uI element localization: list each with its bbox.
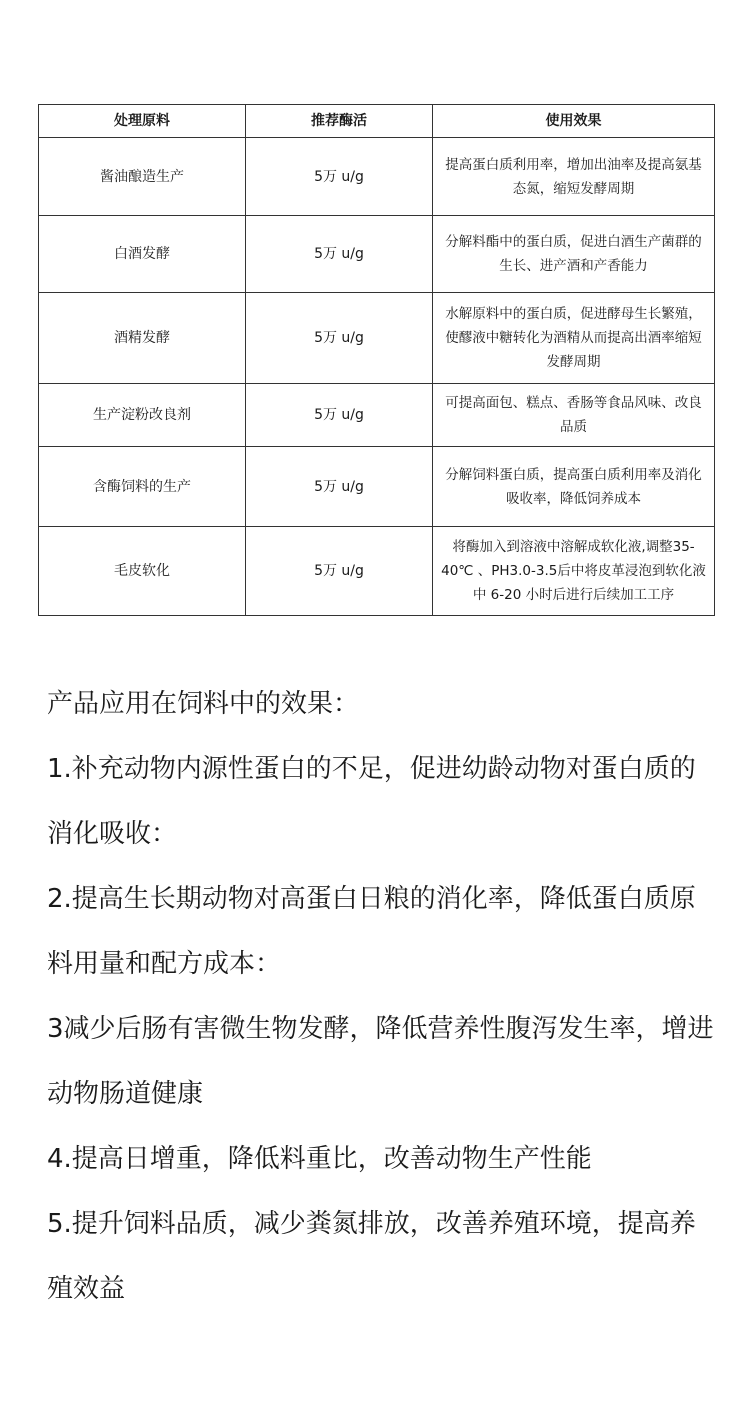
cell-material: 白酒发酵	[39, 216, 246, 293]
cell-activity: 5万 u/g	[246, 138, 433, 216]
cell-activity: 5万 u/g	[246, 216, 433, 293]
feed-effect-item: 3减少后肠有害微生物发酵，降低营养性腹泻发生率，增进动物肠道健康	[47, 1014, 714, 1109]
cell-effect: 水解原料中的蛋白质，促进酵母生长繁殖，使醪液中糖转化为酒精从而提高出酒率缩短发酵周期	[433, 293, 715, 384]
feed-effect-item: 4.提高日增重，降低料重比，改善动物生产性能	[47, 1144, 592, 1174]
cell-effect: 可提高面包、糕点、香肠等食品风味、改良品质	[433, 384, 715, 447]
cell-activity: 5万 u/g	[246, 527, 433, 616]
cell-material: 含酶饲料的生产	[39, 447, 246, 527]
cell-material: 生产淀粉改良剂	[39, 384, 246, 447]
table-row	[39, 527, 715, 616]
feed-effect-item: 2.提高生长期动物对高蛋白日粮的消化率，降低蛋白质原料用量和配方成本：	[47, 884, 696, 979]
header-activity: 推荐酶活	[246, 105, 433, 138]
cell-effect: 提高蛋白质利用率，增加出油率及提高氨基态氮，缩短发酵周期	[433, 138, 715, 216]
enzyme-application-table	[38, 104, 715, 616]
cell-activity: 5万 u/g	[246, 293, 433, 384]
feed-effect-item: 1.补充动物内源性蛋白的不足，促进幼龄动物对蛋白质的消化吸收：	[47, 754, 696, 849]
feed-effects-title: 产品应用在饲料中的效果：	[47, 689, 360, 719]
feed-effects-section	[47, 672, 717, 1322]
cell-material: 毛皮软化	[39, 527, 246, 616]
table-header-row	[39, 105, 715, 138]
table-row	[39, 138, 715, 216]
table-row	[39, 447, 715, 527]
table-row	[39, 216, 715, 293]
feed-effect-item: 5.提升饲料品质，减少粪氮排放，改善养殖环境，提高养殖效益	[47, 1209, 696, 1304]
cell-activity: 5万 u/g	[246, 447, 433, 527]
cell-effect: 分解料酯中的蛋白质，促进白酒生产菌群的生长、进产酒和产香能力	[433, 216, 715, 293]
cell-effect: 将酶加入到溶液中溶解成软化液,调整35-40℃ 、PH3.0-3.5后中将皮革浸泡到软化液中 6-20 小时后进行后续加工工序	[433, 527, 715, 616]
table-row	[39, 293, 715, 384]
cell-material: 酒精发酵	[39, 293, 246, 384]
table-row	[39, 384, 715, 447]
cell-material: 酱油酿造生产	[39, 138, 246, 216]
cell-effect: 分解饲料蛋白质，提高蛋白质利用率及消化吸收率，降低饲养成本	[433, 447, 715, 527]
header-effect: 使用效果	[433, 105, 715, 138]
header-material: 处理原料	[39, 105, 246, 138]
cell-activity: 5万 u/g	[246, 384, 433, 447]
